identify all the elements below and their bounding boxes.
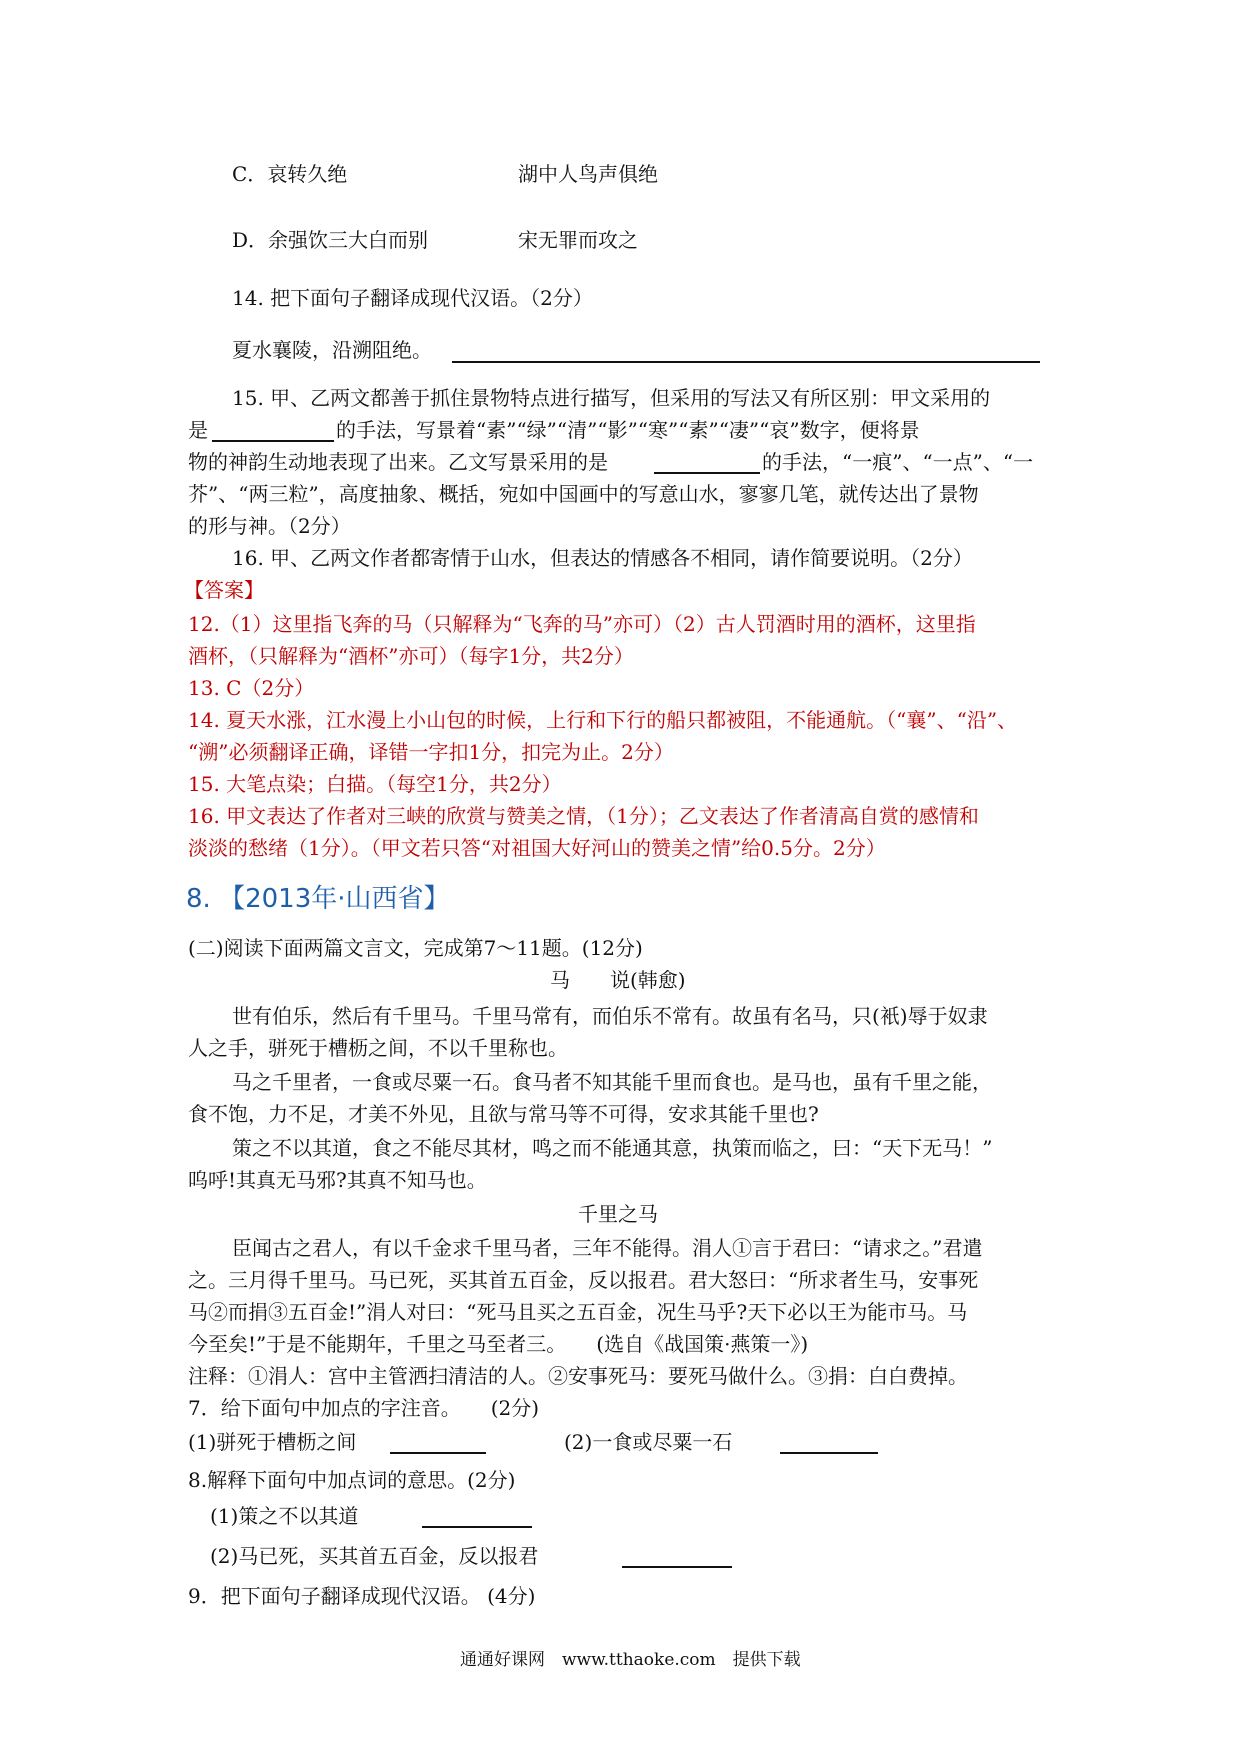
q13-option-c: C．哀转久绝	[232, 162, 348, 186]
answer-line-3: 13. C（2分）	[188, 676, 315, 700]
q15-line-5: 的形与神。（2分）	[188, 514, 351, 538]
q16-title: 16. 甲、乙两文作者都寄情于山水，但表达的情感各不相同，请作简要说明。（2分）	[232, 546, 973, 570]
q15-line-3b: 的手法，“一痕”、“一点”、“一	[762, 450, 1034, 474]
answer-line-5: “溯”必须翻译正确，译错一字扣1分，扣完为止。2分）	[188, 740, 674, 764]
q7-title: 7．给下面句中加点的字注音。 (2分)	[188, 1396, 540, 1420]
q14-title: 14. 把下面句子翻译成现代汉语。（2分）	[232, 286, 593, 310]
answer-label: 【答案】	[184, 578, 264, 602]
q13-option-c-text-b: 湖中人鸟声俱绝	[518, 162, 658, 186]
answer-line-8: 淡淡的愁绪（1分）。（甲文若只答“对祖国大好河山的赞美之情”给0.5分。2分）	[188, 836, 886, 860]
mashuo-title: 马 说(韩愈)	[550, 968, 686, 992]
q13-option-d: D．余强饮三大白而别	[232, 228, 429, 252]
q7-item-1: (1)骈死于槽枥之间	[188, 1430, 357, 1454]
q15-blank-2[interactable]	[654, 472, 760, 474]
mashuo-line-6: 呜呼!其真无马邪?其真不知马也。	[188, 1168, 487, 1192]
q15-line-3a: 物的神韵生动地表现了出来。乙文写景采用的是	[188, 450, 608, 474]
qianli-line-4: 今至矣!”于是不能期年，千里之马至者三。 (选自《战国策·燕策一》)	[188, 1332, 809, 1356]
q7-blank-1[interactable]	[390, 1452, 486, 1454]
mashuo-line-3: 马之千里者，一食或尽粟一石。食马者不知其能千里而食也。是马也，虽有千里之能，	[232, 1070, 992, 1094]
q13-option-d-text-a: 余强饮三大白而别	[268, 228, 429, 252]
qianli-line-3: 马②而捐③五百金!”涓人对曰：“死马且买之五百金，况生马乎?天下必以王为能市马。马	[188, 1300, 968, 1324]
q8-title: 8.解释下面句中加点词的意思。(2分)	[188, 1468, 516, 1492]
qianli-title: 千里之马	[578, 1202, 658, 1226]
q15-blank-1[interactable]	[212, 440, 334, 442]
answer-line-6: 15. 大笔点染；白描。（每空1分，共2分）	[188, 772, 562, 796]
q7-blank-2[interactable]	[780, 1452, 878, 1454]
q8-blank-1[interactable]	[422, 1526, 532, 1528]
page-footer: 通通好课网 www.tthaoke.com 提供下载	[460, 1650, 801, 1670]
part2-intro: (二)阅读下面两篇文言文，完成第7～11题。(12分)	[188, 936, 643, 960]
q8-item-2: (2)马已死，买其首五百金，反以报君	[210, 1544, 539, 1568]
qianli-line-2: 之。三月得千里马。马已死，买其首五百金，反以报君。君大怒曰：“所求者生马，安事死	[188, 1268, 979, 1292]
mashuo-line-4: 食不饱，力不足，才美不外见，且欲与常马等不可得，安求其能千里也?	[188, 1102, 819, 1126]
answer-line-2: 酒杯，（只解释为“酒杯”亦可）（每字1分，共2分）	[188, 644, 634, 668]
q9-title: 9．把下面句子翻译成现代汉语。 (4分)	[188, 1584, 536, 1608]
answer-line-4: 14. 夏天水涨，江水漫上小山包的时候，上行和下行的船只都被阻，不能通航。（“襄”、“沿”、	[188, 708, 1018, 732]
mashuo-line-2: 人之手，骈死于槽枥之间，不以千里称也。	[188, 1036, 568, 1060]
q7-item-2: (2)一食或尽粟一石	[564, 1430, 733, 1454]
q15-line-2a: 是	[188, 418, 208, 442]
q15-line-2b: 的手法，写景着“素”“绿”“清”“影”“寒”“素”“凄”“哀”数字，便将景	[336, 418, 920, 442]
mashuo-line-5: 策之不以其道，食之不能尽其材，鸣之而不能通其意，执策而临之，曰：“天下无马！”	[232, 1136, 993, 1160]
q13-option-c-text-a: 哀转久绝	[267, 162, 348, 186]
q14-sentence: 夏水襄陵，沿溯阻绝。	[232, 338, 432, 362]
section-heading: 8. 【2013年·山西省】	[186, 884, 450, 914]
answer-line-7: 16. 甲文表达了作者对三峡的欣赏与赞美之情，（1分）；乙文表达了作者清高自赏的感情和	[188, 804, 979, 828]
qianli-notes: 注释：①涓人：宫中主管洒扫清洁的人。②安事死马：要死马做什么。③捐：白白费掉。	[188, 1364, 968, 1388]
q8-blank-2[interactable]	[622, 1566, 732, 1568]
mashuo-line-1: 世有伯乐，然后有千里马。千里马常有，而伯乐不常有。故虽有名马，只(衹)辱于奴隶	[232, 1004, 988, 1028]
q14-answer-blank[interactable]	[452, 361, 1040, 363]
qianli-line-1: 臣闻古之君人，有以千金求千里马者，三年不能得。涓人①言于君曰：“请求之。”君遣	[232, 1236, 983, 1260]
q8-item-1: (1)策之不以其道	[210, 1504, 359, 1528]
q15-line-1: 15. 甲、乙两文都善于抓住景物特点进行描写，但采用的写法又有所区别：甲文采用的	[232, 386, 991, 410]
answer-line-1: 12.（1）这里指飞奔的马（只解释为“飞奔的马”亦可）（2）古人罚酒时用的酒杯，这里指	[188, 612, 976, 636]
q13-option-d-text-b: 宋无罪而攻之	[518, 228, 638, 252]
q15-line-4: 芥”、“两三粒”，高度抽象、概括，宛如中国画中的写意山水，寥寥几笔，就传达出了景物	[188, 482, 979, 506]
